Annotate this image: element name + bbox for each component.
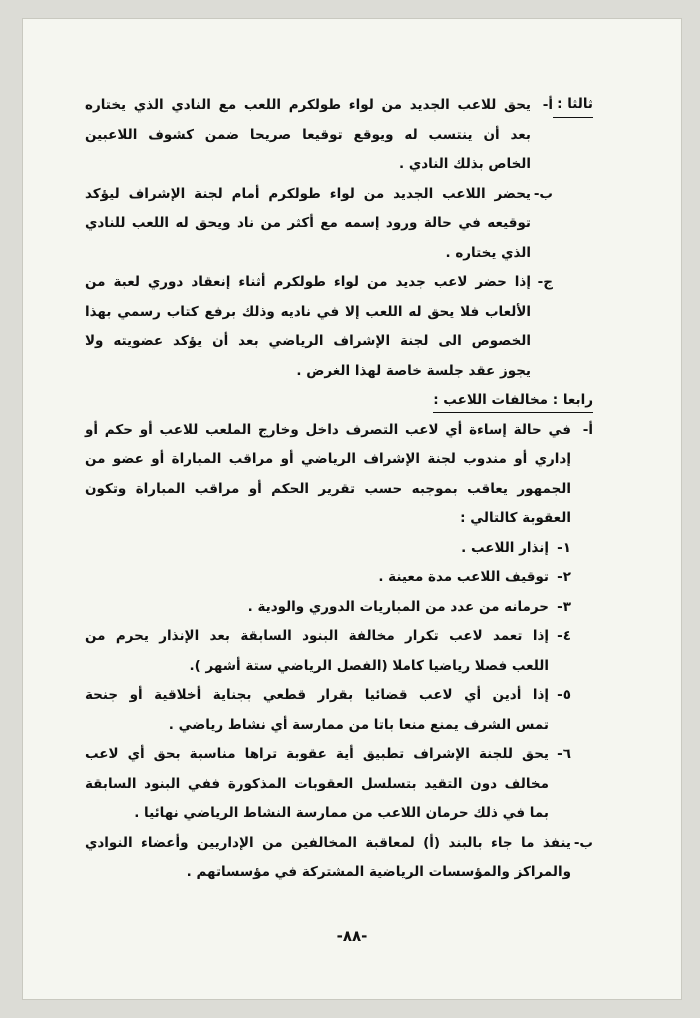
penalty-item-6-line-3: بما في ذلك حرمان اللاعب من ممارسة النشاط الرياضي نهائيا .	[134, 805, 549, 821]
clause-3c-line-1: إذا حضر لاعب جديد من لواء طولكرم أثناء إنعقاد دوري لعبة من	[85, 274, 531, 290]
penalty-item-4-number: ٤-	[557, 628, 571, 644]
penalty-item-5-line-2: تمس الشرف يمنع منعا باتا من ممارسة أي نشاط رياضي .	[168, 716, 549, 733]
penalty-item-6-number: ٦-	[557, 746, 571, 762]
penalty-item-6	[85, 740, 571, 829]
clause-3c-line-4: يجوز عقد جلسة خاصة لهذا الغرض .	[296, 362, 531, 379]
page-number: -٨٨-	[336, 927, 368, 945]
clause-3c	[85, 268, 553, 386]
penalty-item-1-line-1: إنذار اللاعب .	[461, 539, 549, 556]
clause-4b-line-1: ينفذ ما جاء بالبند (أ) لمعاقبة المخالفين من الإداريين وأعضاء النوادي	[85, 834, 571, 851]
penalty-item-5-line-1: إذا أدين أي لاعب قضائيا بقرار قطعي بجناية أخلاقية أو جنحة	[85, 687, 549, 703]
penalty-item-2-number: ٢-	[557, 569, 571, 585]
penalty-item-4-line-2: اللعب فصلا رياضيا كاملا (الفصل الرياضي ستة أشهر ).	[189, 657, 549, 674]
penalty-item-5-number: ٥-	[557, 687, 571, 703]
clause-3a-line-2: بعد أن ينتسب له ويوقع توقيعا صريحا ضمن كشوف اللاعبين	[85, 126, 531, 143]
clause-3a-marker: أ-	[542, 97, 553, 113]
penalty-item-2	[85, 563, 571, 593]
clause-3a	[85, 91, 553, 180]
clause-4b-line-2: والمراكز والمؤسسات الرياضية المشتركة في مؤسساتهم .	[186, 864, 571, 880]
clause-3b-line-1: يحضر اللاعب الجديد من لواء طولكرم أمام لجنة الإشراف ليؤكد	[85, 185, 531, 202]
clause-4a-line-3: الجمهور يعاقب بموجبه حسب تقرير الحكم أو مراقب المباراة وتكون	[85, 480, 571, 497]
clause-3c-line-3: الخصوص الى لجنة الإشراف الرياضي بعد أن يؤكد عضويته ولا	[85, 333, 531, 349]
clause-4a-line-1: في حالة إساءة أي لاعب التصرف داخل وخارج الملعب للاعب أو حكم أو	[85, 421, 571, 438]
clause-4a-line-2: إداري أو مندوب لجنة الإشراف الرياضي أو مراقب المباراة أو عضو من	[85, 451, 571, 467]
penalty-item-3	[85, 593, 571, 623]
clause-3a-line-1: يحق للاعب الجديد من لواء طولكرم اللعب مع النادي الذي يختاره	[85, 97, 531, 113]
section-3	[85, 91, 593, 386]
clause-4a-marker: أ-	[582, 421, 593, 438]
penalty-item-1	[85, 534, 571, 564]
penalty-item-3-line-1: حرمانه من عدد من المباريات الدوري والودية .	[247, 598, 549, 615]
penalty-item-4	[85, 622, 571, 681]
clause-3b-line-2: توقيعه في حالة ورود إسمه مع أكثر من ناد ويحق له اللعب للنادي	[85, 215, 531, 231]
clause-4a	[85, 416, 593, 829]
clause-4a-line-4: العقوبة كالتالي :	[460, 510, 571, 526]
clause-4b-marker: ب-	[573, 834, 593, 851]
penalty-item-1-number: ١-	[557, 539, 571, 556]
document-page	[22, 18, 682, 1000]
clause-3b-line-3: الذي يختاره .	[445, 244, 531, 261]
clause-3b	[85, 180, 553, 269]
penalty-item-3-number: ٣-	[557, 598, 571, 615]
clause-3b-marker: ب-	[533, 185, 553, 202]
document-body	[85, 91, 593, 888]
penalty-item-5	[85, 681, 571, 740]
penalty-item-4-line-1: إذا تعمد لاعب تكرار مخالفة البنود السابقة بعد الإنذار يحرم من	[85, 628, 549, 644]
clause-4b	[85, 829, 593, 888]
penalty-item-6-line-2: مخالف دون التقيد بتسلسل العقوبات المذكورة ففي البنود السابقة	[85, 775, 549, 792]
penalty-item-2-line-1: توقيف اللاعب مدة معينة .	[378, 569, 549, 585]
clause-3a-line-3: الخاص بذلك النادي .	[399, 156, 531, 172]
clause-3c-line-2: الألعاب فلا يحق له اللعب إلا في ناديه وذلك برفع كتاب رسمي بهذا	[85, 303, 531, 320]
section-3-label: ثالثا :	[553, 91, 593, 118]
section-4	[85, 386, 593, 888]
penalty-item-6-line-1: يحق للجنة الإشراف تطبيق أية عقوبة تراها مناسبة بحق أي لاعب	[85, 746, 549, 762]
section-4-heading: رابعا : مخالفات اللاعب :	[433, 388, 593, 413]
clause-3c-marker: ج-	[537, 274, 553, 290]
